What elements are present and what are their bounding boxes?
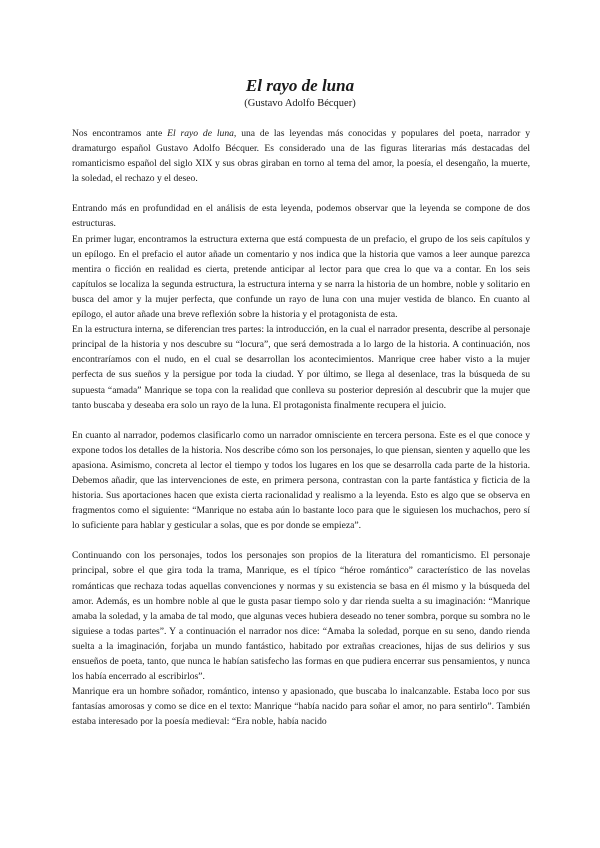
paragraph-intro-start: Nos encontramos ante [72,128,168,139]
paragraph-external-structure: En primer lugar, encontramos la estructura externa que está compuesta de un prefacio, el grupo de los seis capítulos y un epílogo. En el prefacio el autor añade un comentario y nos indica que la historia que vamos a leer aunque parezca mentira o ficción en realidad es cierta, pretende anticipar al lector para que crea lo que va a contar. En los seis capítulos se localiza la segunda estructura, la estructura interna y se narra la historia de un hombre, noble y solitario en busca del amor y la mujer perfecta, que confunde un rayo de luna con una mujer vestida de blanco. En cuanto al epílogo, el autor añade una breve reflexión sobre la historia y el protagonista de esta. [72,233,530,321]
paragraph-intro [72,126,530,186]
paragraph-narrator: En cuanto al narrador, podemos clasificarlo como un narrador omnisciente en tercera persona. Este es el que conoce y expone todos los detalles de la historia. Nos describe cómo son los personajes, lo que piensan, sienten y aquello que les apasiona. Asimismo, concreta al lector el tiempo y todos los lugares en los que se desarrolla cada parte de la historia. Debemos añadir, que las intervenciones de este, en primera persona, contrastan con la parte fantástica y ficticia de la historia. Sus aportaciones hacen que exista cierta racionalidad y realismo a la leyenda. Esto es algo que se observa en fragmentos como el siguiente: “Manrique no estaba aún lo bastante loco para que le siguiesen los muchachos, pero sí lo suficiente para hablar y gesticular a solas, que es por donde se empieza”. [72,429,530,532]
document-title: El rayo de luna [245,76,355,95]
paragraph-intro-end: , una de las leyendas más conocidas y populares del poeta, narrador y dramaturgo español Gustavo Adolfo Bécquer. Es considerado una de las figuras literarias más destacadas del romanticismo español del siglo XIX y sus obras giraban en torno al tema del amor, la poesía, el desengaño, la muerte, la soledad, el rechazo y el deseo. [72,128,530,185]
paragraph-characters: Continuando con los personajes, todos los personajes son propios de la literatura del romanticismo. El personaje principal, sobre el que gira toda la trama, Manrique, es el típico “héroe romántico” característico de las novelas románticas que rechaza todas aquellas convenciones y normas y su existencia se basa en él mismo y la búsqueda del amor. Además, es un hombre noble al que le gusta pasar tiempo solo y dar rienda suelta a su imaginación: “Manrique amaba la soledad, y la amaba de tal modo, que algunas veces hubiera deseado no tener sombra, porque su sombra no le siguiese a todas partes”. Y a continuación el narrador nos dice: “Amaba la soledad, porque en su seno, dando rienda suelta a la imaginación, forjaba un mundo fantástico, habitado por extrañas creaciones, hijas de sus delirios y sus ensueños de poeta, tanto, que nunca le habían satisfecho las formas en que pudiera encerrar sus pensamientos, y nunca los había encerrado al escribirlos”. [72,550,530,683]
document-subtitle: (Gustavo Adolfo Bécquer) [244,98,356,109]
paragraph-internal-structure: En la estructura interna, se diferencian tres partes: la introducción, en la cual el narrador presenta, describe al personaje principal de la historia y nos descubre su “locura”, que será demostrada a lo largo de la historia. A continuación, nos encontraríamos con el nudo, en el cual se desarrollan los acontecimientos. Manrique cree haber visto a la mujer perfecta de sus sueños y la persigue por toda la ciudad. Y por último, se llega al desenlace, tras la búsqueda de su supuesta “amada” Manrique se topa con la realidad que conlleva su posterior depresión al descubrir que la mujer que tanto buscaba y deseaba era solo un rayo de la luna. El protagonista finalmente recupera el juicio. [72,324,530,411]
paragraph-structure: Entrando más en profundidad en el análisis de esta leyenda, podemos observar que la leyenda se compone de dos estructuras. [72,203,530,230]
document-body [72,126,530,729]
work-title-italic: El rayo de luna [167,128,234,139]
paragraph-manrique: Manrique era un hombre soñador, romántico, intenso y apasionado, que buscaba lo inalcanzable. Estaba loco por sus fantasías amorosas y como se dice en el texto: Manrique “había nacido para soñar el amor, no para sentirlo”. También estaba interesado por la poesía medieval: “Era noble, había nacido [72,686,530,728]
